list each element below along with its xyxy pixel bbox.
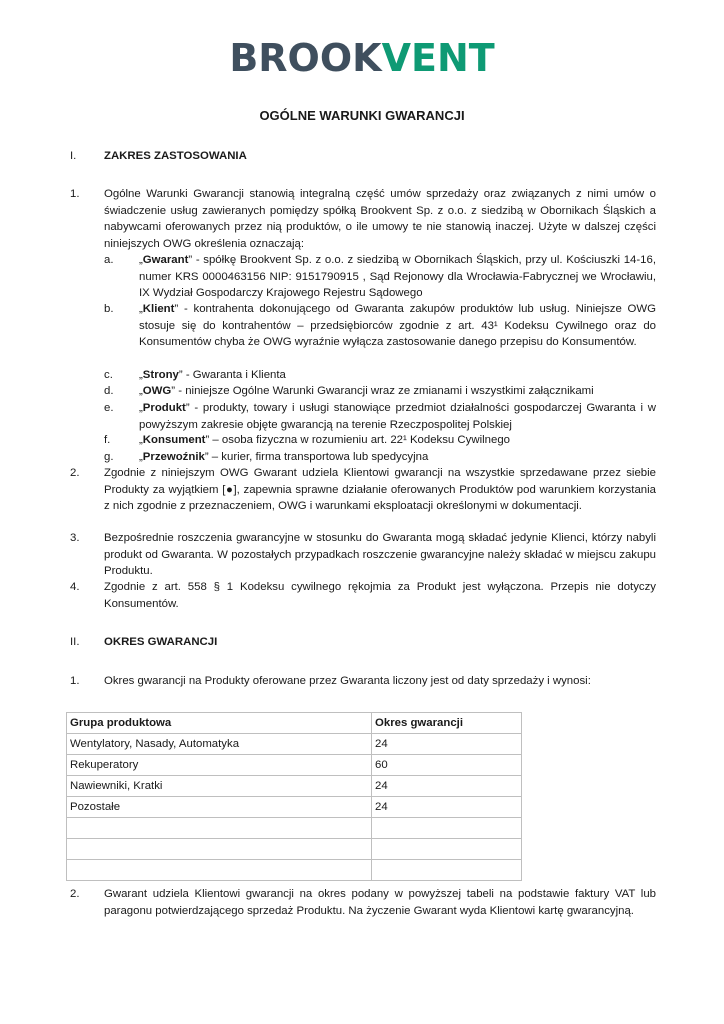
product-group-cell: Pozostałe [67,797,372,818]
section-1-para-4: Zgodnie z art. 558 § 1 Kodeksu cywilnego rękojmia za Produkt jest wyłączona. Przepis nie dotyczy Konsumentów. [104,581,656,610]
section-1-para-3-number: 3. [70,532,80,544]
warranty-period-cell: 24 [372,776,522,797]
def-konsument: „Konsument” – osoba fizyczna w rozumieniu art. 22¹ Kodeksu Cywilnego [139,434,510,446]
table-row-empty [67,860,522,881]
def-letter: g. [104,451,114,463]
warranty-period-cell: 60 [372,755,522,776]
product-group-cell: Nawiewniki, Kratki [67,776,372,797]
def-term: Strony [142,369,179,381]
warranty-period-cell [372,860,522,881]
product-group-cell [67,839,372,860]
def-term: Gwarant [142,254,189,266]
section-2-title: OKRES GWARANCJI [104,636,218,648]
table-row-empty [67,839,522,860]
header-product-group: Grupa produktowa [67,713,372,734]
def-letter: e. [104,402,114,414]
section-1-para-1-number: 1. [70,188,80,200]
def-term: OWG [142,385,172,397]
section-1-para-2-number: 2. [70,467,80,479]
def-produkt: „Produkt” - produkty, towary i usługi stanowiące przedmiot działalności gospodarczej Gwaranta i w powyższym zakresie objęte gwarancją na terenie Rzeczpospolitej Polskiej [139,402,656,431]
table-row [67,797,522,818]
def-term: Przewoźnik [142,451,205,463]
warranty-period-cell [372,818,522,839]
table-row [67,776,522,797]
section-2-para-1-number: 1. [70,675,80,687]
section-2-para-2-number: 2. [70,888,80,900]
product-group-cell [67,818,372,839]
section-1-number: I. [70,150,77,162]
table-row-empty [67,818,522,839]
section-1-para-3: Bezpośrednie roszczenia gwarancyjne w stosunku do Gwaranta mogą składać jedynie Klienci, którzy nabyli produkt od Gwaranta. W pozostałych przypadkach roszczenie gwarancyjne należy składać w miejscu zakupu Produktu. [104,532,656,577]
section-2-number: II. [70,636,80,648]
def-letter: a. [104,254,114,266]
document-title: OGÓLNE WARUNKI GWARANCJI [259,108,465,123]
def-klient: „Klient” - kontrahenta dokonującego od Gwaranta zakupów produktów lub usług. Niniejsze OWG stosuje się do kontrahentów – przedsiębiorców zgodnie z art. 43¹ Kodeksu Cywilnego oraz do Konsumentów chyba że OWG wyraźnie wyłącza zastosowanie danego przepisu do Konsumentów. [139,303,656,348]
def-term: Konsument [142,434,206,446]
def-letter: d. [104,385,114,397]
def-gwarant: „Gwarant” - spółkę Brookvent Sp. z o.o. z siedzibą w Obornikach Śląskich, przy ul. Kościuszki 14-16, numer KRS 0000463156 NIP: 9151790915 , Sąd Rejonowy dla Wrocławia-Fabrycznej we Wrocławiu, IX Wydział Gospodarczy Krajowego Rejestru Sądowego [139,254,656,299]
section-1-para-2: Zgodnie z niniejszym OWG Gwarant udziela Klientowi gwarancji na wszystkie sprzedawane przez siebie Produkty za wyjątkiem [●], zapewnia sprawne działanie oferowanych Produktów pod warunkiem korzystania z nich zgodnie z przeznaczeniem, OWG i warunkami eksploatacji określonymi w dokumentacji. [104,467,656,512]
table-row [67,734,522,755]
section-1-para-1: Ogólne Warunki Gwarancji stanowią integralną część umów sprzedaży oraz związanych z nimi umów o świadczenie usług zawieranych pomiędzy spółką Brookvent Sp. z o.o. z siedzibą w Obornikach Śląskich a nabywcami oferowanych przez nią produktów, o ile umowy te nie stanowią inaczej. Użyte w dalszej części niniejszych OWG określenia oznaczają: [104,188,656,250]
header-warranty-period: Okres gwarancji [372,713,522,734]
brookvent-logo [0,38,724,78]
product-group-cell: Wentylatory, Nasady, Automatyka [67,734,372,755]
def-owg: „OWG” - niniejsze Ogólne Warunki Gwarancji wraz ze zmianami i wszystkimi załącznikami [139,385,594,397]
product-group-cell [67,860,372,881]
logo-part-vent: VENT [381,36,495,80]
warranty-period-cell [372,839,522,860]
table-row [67,755,522,776]
warranty-period-cell: 24 [372,797,522,818]
def-letter: c. [104,369,113,381]
logo-part-brook: BROOK [229,36,382,80]
warranty-period-table [66,712,522,881]
def-term: Klient [142,303,175,315]
warranty-period-cell: 24 [372,734,522,755]
def-term: Produkt [142,402,186,414]
section-1-title: ZAKRES ZASTOSOWANIA [104,150,247,162]
def-letter: b. [104,303,114,315]
def-letter: f. [104,434,111,446]
def-strony: „Strony” - Gwaranta i Klienta [139,369,286,381]
def-przewoznik: „Przewoźnik” – kurier, firma transportowa lub spedycyjna [139,451,429,463]
section-2-para-1: Okres gwarancji na Produkty oferowane przez Gwaranta liczony jest od daty sprzedaży i wynosi: [104,675,591,687]
table-header-row [67,713,522,734]
section-1-para-4-number: 4. [70,581,80,593]
section-2-para-2: Gwarant udziela Klientowi gwarancji na okres podany w powyższej tabeli na podstawie faktury VAT lub paragonu potwierdzającego sprzedaż Produktu. Na życzenie Gwarant wyda Klientowi kartę gwarancyjną. [104,888,656,917]
product-group-cell: Rekuperatory [67,755,372,776]
